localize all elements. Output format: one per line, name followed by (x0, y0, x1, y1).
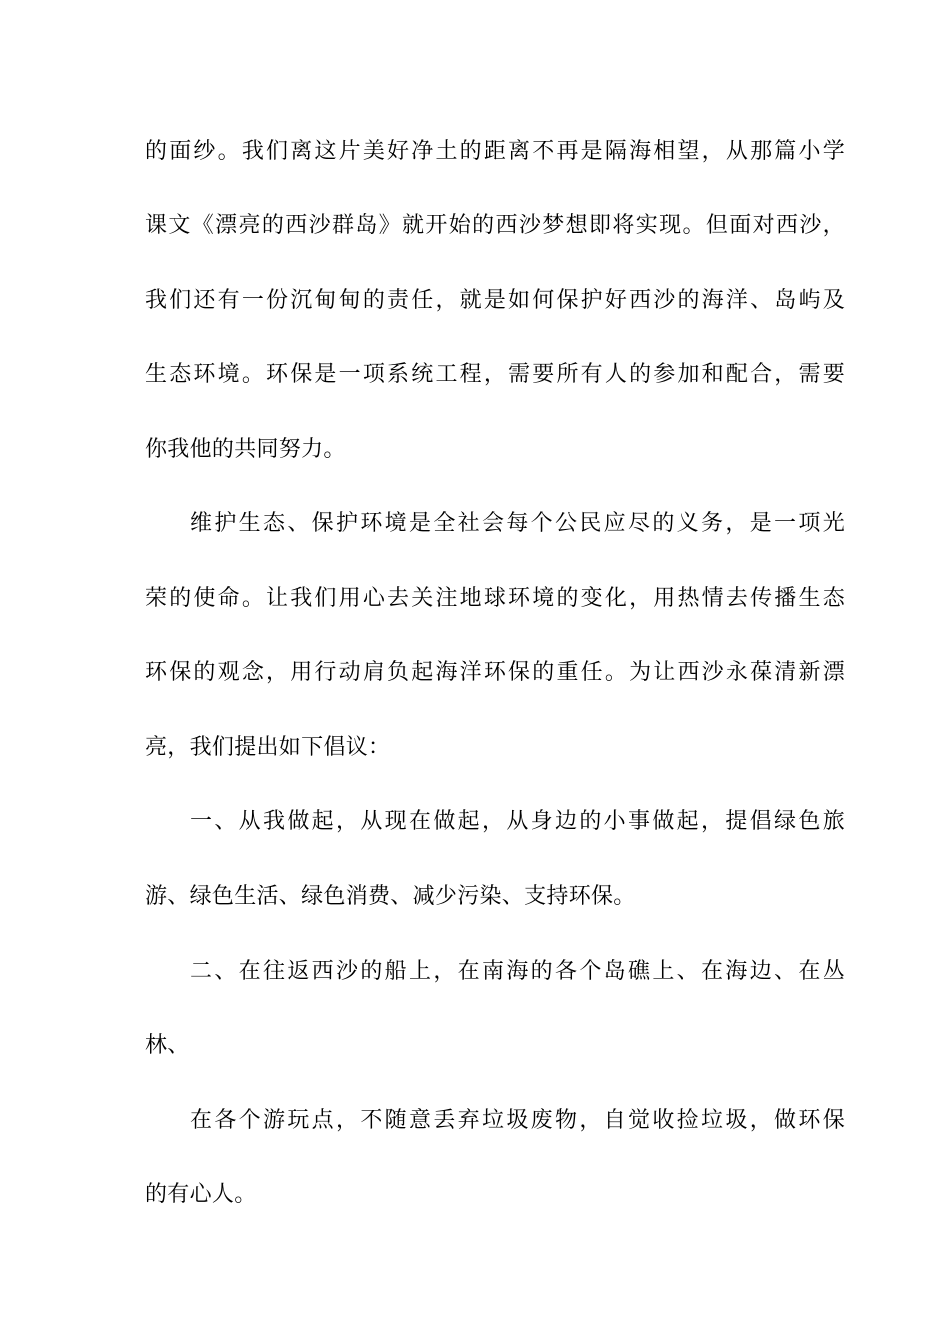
paragraph-first-line: 在各个游玩点，不随意丢弃垃圾废物，自觉收捡垃圾，做环保 (190, 1108, 845, 1133)
text-line: 生态环境。环保是一项系统工程，需要所有人的参加和配合，需要 (145, 362, 845, 387)
text-line: 游、绿色生活、绿色消费、减少污染、支持环保。 (145, 884, 636, 909)
text-line: 课文《漂亮的西沙群岛》就开始的西沙梦想即将实现。但面对西沙， (145, 213, 845, 238)
paragraph-first-line: 二、在往返西沙的船上，在南海的各个岛礁上、在海边、在丛 (190, 959, 845, 984)
paragraph-first-line: 维护生态、保护环境是全社会每个公民应尽的义务，是一项光 (190, 511, 845, 536)
text-line: 我们还有一份沉甸甸的责任，就是如何保护好西沙的海洋、岛屿及 (145, 288, 845, 313)
text-line: 亮，我们提出如下倡议： (145, 735, 391, 760)
text-line: 你我他的共同努力。 (145, 437, 346, 462)
text-line: 的有心人。 (145, 1182, 257, 1207)
text-line: 林、 (145, 1033, 190, 1058)
text-line: 的面纱。我们离这片美好净土的距离不再是隔海相望，从那篇小学 (145, 139, 845, 164)
text-line: 荣的使命。让我们用心去关注地球环境的变化，用热情去传播生态 (145, 586, 845, 611)
text-line: 环保的观念，用行动肩负起海洋环保的重任。为让西沙永葆清新漂 (145, 660, 845, 685)
paragraph-first-line: 一、从我做起，从现在做起，从身边的小事做起，提倡绿色旅 (190, 809, 845, 834)
